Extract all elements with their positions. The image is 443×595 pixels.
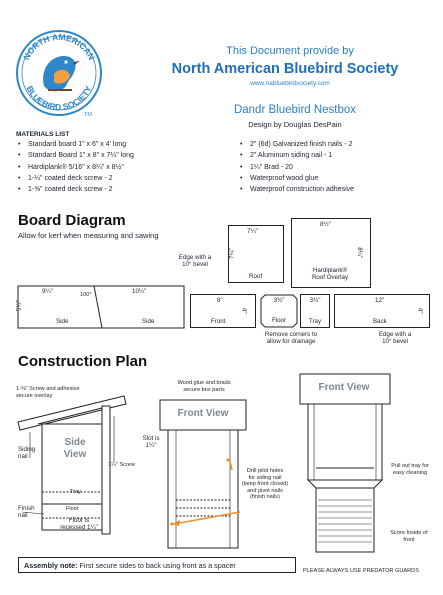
materials-heading: MATERIALS LIST (16, 131, 70, 138)
board-diagram-subheading: Allow for kerf when measuring and sawing (18, 231, 159, 240)
side1-height: 5½" (15, 300, 23, 312)
material-item: • Waterproof construction adhesive (240, 184, 440, 195)
assembly-note-text: First secure sides to back using front as a spacer (77, 561, 236, 570)
floor-label-side: Floor (66, 506, 79, 512)
board-diagram-heading: Board Diagram (18, 212, 126, 229)
overlay-height: 8¼" (356, 247, 364, 259)
side2-length: 10¼" (132, 288, 147, 295)
finish-nail-label: Finish nail (18, 505, 35, 520)
glue-note: Wood glue and brads secure box parts (177, 380, 231, 393)
back-bevel-note: Edge with a 10° bevel (378, 331, 412, 346)
floor-recess-note: Floor is recessed 1¼" (60, 517, 98, 532)
org-name: North American Bluebird Society (171, 61, 399, 77)
floor-size: 3¾" (273, 297, 285, 304)
nabs-logo (14, 26, 104, 122)
slot-note: Slot is 1¼" (142, 435, 160, 450)
logo-top-text: NORTH AMERICAN (21, 31, 97, 62)
siding-nail-label: Siding nail (18, 446, 36, 461)
logo-tm: TM (84, 112, 92, 118)
material-item: • 1¼" Brad - 20 (240, 162, 440, 173)
material-item: • 1-⅝" coated deck screw - 2 (18, 184, 233, 195)
materials-left-list (18, 139, 233, 195)
side1-angle: 100° (80, 292, 92, 298)
side-screw-note: 1¼" Screw (108, 462, 135, 468)
roof-overlay-board (291, 218, 371, 288)
pull-tray-note: Pull out tray for easy cleaning (391, 463, 429, 476)
tray-label: Tray (70, 489, 81, 495)
material-item: • 1-¼" coated deck screw - 2 (18, 173, 233, 184)
material-item: • Standard board 1" x 6" x 4' long (18, 139, 233, 150)
roof-bevel-note: Edge with a 10° bevel (178, 254, 212, 269)
open-front-view-label: Front View (318, 382, 370, 393)
roof-board (228, 225, 284, 283)
pilot-holes-note: Drill pilot holes for siding nail (keep front closed) and pivot nails (finish nails) (241, 468, 289, 501)
construction-heading: Construction Plan (18, 353, 148, 370)
open-front-view-drawing (298, 372, 392, 558)
corners-note: Remove corners to allow for drainage (264, 331, 318, 346)
predator-guard-note: PLEASE ALWAYS USE PREDATOR GUARDS (303, 568, 419, 574)
overlay-width: 8½" (320, 221, 331, 228)
back-board: 12" 4" Back (334, 294, 430, 328)
side2-label: Side (142, 318, 155, 325)
intro-text: This Document provide by (226, 45, 354, 57)
front-board: 8" 4" Front (190, 294, 256, 328)
material-item: • 2" Aluminum siding nail - 1 (240, 150, 440, 161)
overlay-screw-note: 1-⅝" Screw and adhesive secure overlay (16, 386, 80, 399)
material-item: • 2" (6d) Galvanized finish nails - 2 (240, 139, 440, 150)
side1-length: 9¼" (42, 288, 53, 295)
overlay-label: Hardiplank® Roof Overlay (311, 267, 349, 282)
org-url[interactable]: www.nabluebirdsociety.com (250, 80, 330, 87)
doc-title: Dandr Bluebird Nestbox (233, 104, 357, 116)
material-item: • Standard Board 1" x 8" x 7¼" long (18, 150, 233, 161)
material-item: • Waterproof wood glue (240, 173, 440, 184)
side1-label: Side (56, 318, 69, 325)
materials-right-list (240, 139, 440, 195)
side-view-label: Side View (63, 437, 87, 460)
roof-height: 7¼" (228, 248, 236, 260)
designer: Design by Douglas DesPain (248, 120, 342, 129)
assembly-note (18, 557, 296, 573)
floor-label: Floor (271, 317, 287, 324)
tray-board: 3¾" Tray (300, 294, 330, 328)
assembly-note-label: Assembly note: (24, 561, 78, 570)
roof-label: Roof (249, 273, 263, 280)
roof-width: 7¼" (247, 228, 258, 235)
score-note: Score Inside of front (390, 530, 428, 543)
material-item: • Hardiplank® 5/16" x 8¼" x 8½" (18, 162, 233, 173)
front-view-label: Front View (177, 408, 229, 419)
logo-bottom-text: BLUEBIRD SOCIETY (24, 84, 94, 113)
